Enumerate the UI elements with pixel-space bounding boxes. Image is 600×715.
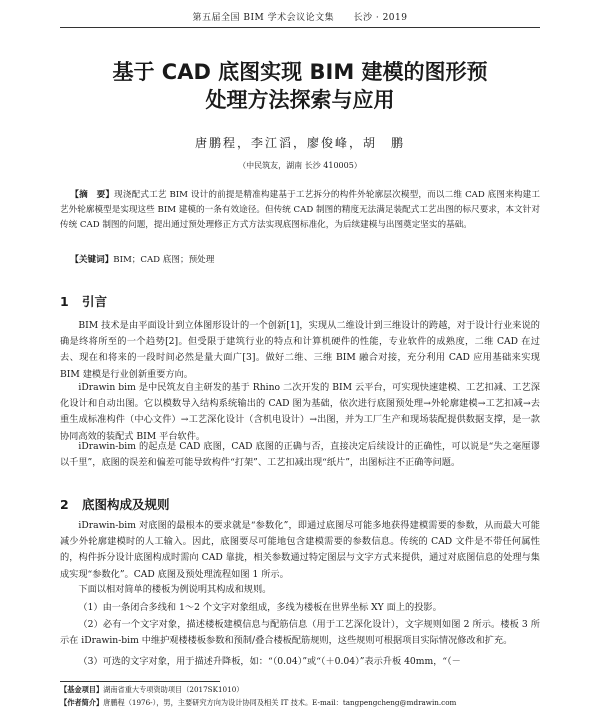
section-title: 底图构成及规则 [82,497,170,512]
conference-name: 第五届全国 BIM 学术会议论文集 [192,13,335,23]
footnote-rule [60,681,220,682]
section-title: 引言 [82,294,108,309]
list-item: （1）由一条闭合多线和 1～2 个文字对象组成，多线为楼板在世界坐标 XY 面上的投影。 [78,602,442,613]
footnote-label: 【基金项目】 [60,685,104,694]
keywords [60,253,540,268]
footnote-text: 湖南省重大专项资助项目（2017SK1010） [103,685,244,694]
paragraph: iDrawin bim 是中民筑友自主研发的基于 Rhino 二次开发的 BIM 云平台，可实现快速建模、工艺扣减、工艺深化设计和自动出图。它以模数导入结构系统输出的 CAD 图为基础，依次进行底图预处理→外轮廓建模→工艺扣减→去重生成标准构件（中心文件）→工艺深化设计（含机电设计）→出图，并为工厂生产和现场装配提供数据支撑，是一款协同高效的装配式 BIM 平台软件。 [60,382,540,442]
list-item: （2）必有一个文字对象，描述楼板建模信息与配筋信息（用于工艺深化设计），文字规则如图 2 所示。楼板 3 所示在 iDrawin-bim 中维护观楼楼板参数和预制/叠合楼板配筋规则，这些规则可根据项目实际情况修改和扩充。 [60,619,540,647]
running-header [60,10,540,26]
affiliation: （中民筑友，湖南 长沙 410005） [238,161,362,170]
paragraph: iDrawin-bim 对底图的最根本的要求就是“参数化”，即通过底图尽可能多地获得建模需要的参数，从而最大可能减少外轮廓建模时的人工输入。因此，底图要尽可能地包含建模需要的参数信息。传统的 CAD 文件是不带任何属性的，构件拆分设计底图构成时需向 CAD 靠拢，相关参数通过特定图层与文字方式来提供，通过对底图信息的处理与集成实现“参数化”。CAD 底图及预处理流程如图 1 所示。 [60,520,540,580]
keywords-label: 【关键词】 [70,255,114,265]
header-rule [60,27,540,28]
title-line-1: 基于 CAD 底图实现 BIM 建模的图形预 [112,60,488,84]
section-number: 1 [60,294,69,309]
location-date: 长沙 · 2019 [353,13,408,23]
footnote-label: 【作者简介】 [60,698,104,707]
paragraph: BIM 技术是由平面设计到立体图形设计的一个创新[1]，实现从二维设计到三维设计的跨越，对于设计行业来说的确是终将所至的一个趋势[2]。但受限于建筑行业的特点和计算机硬件的性能，专业软件的成熟度，二维 CAD 在过去、现在和将来的一段时间必然是量大面广[3]。做好二维、三维 BIM 融合对接，充分利用 CAD 应用基础来实现 BIM 建模是行业创新重要方向。 [60,320,540,380]
abstract [60,188,540,233]
abstract-label: 【摘 要】 [70,190,115,200]
title-line-2: 处理方法探索与应用 [205,88,395,112]
paragraph: 下面以相对简单的楼板为例说明其构成和规则。 [78,584,272,595]
section-heading-introduction [60,292,540,310]
paper-title [40,58,560,114]
author-list: 唐鹏程，李江滔，廖俊峰，胡 鹏 [194,136,405,150]
footnote-author-bio [60,697,540,708]
paragraph: iDrawin-bim 的起点是 CAD 底图，CAD 底图的正确与否，直接决定后续设计的正确性，可以说是“失之毫厘谬以千里”，底图的误差和偏差可能导致构件“打架”、工艺扣减出现“纸片”，出图标注不正确等问题。 [60,441,540,469]
list-item: （3）可选的文字对象，用于描述升降板，如：“（0.04）”或“（＋0.04）”表示升板 40mm，“（－ [78,656,461,667]
keywords-text: BIM；CAD 底图；预处理 [113,255,215,265]
abstract-text: 现浇配式工艺 BIM 设计的前提是精准构建基于工艺拆分的构件外轮廓层次模型，而以二维 CAD 底图来构建工艺外轮廓模型是实现这些 BIM 建模的一条有效途径。但传统 CAD 制图的精度无法满足装配式工艺出图的标尺要求，本文针对传统 CAD 制图的问题，提出通过预处理修正方式方法实现底图标准化，为后续建模与出图奠定坚实的基础。 [60,190,540,230]
footnote-funding [60,684,540,695]
footnote-text: 唐鹏程（1976-），男，主要研究方向为设计协同及相关 IT 技术。E-mail：tangpengcheng@mdrawin.com [103,698,457,707]
section-heading-base-map [60,495,540,513]
section-number: 2 [60,497,69,512]
